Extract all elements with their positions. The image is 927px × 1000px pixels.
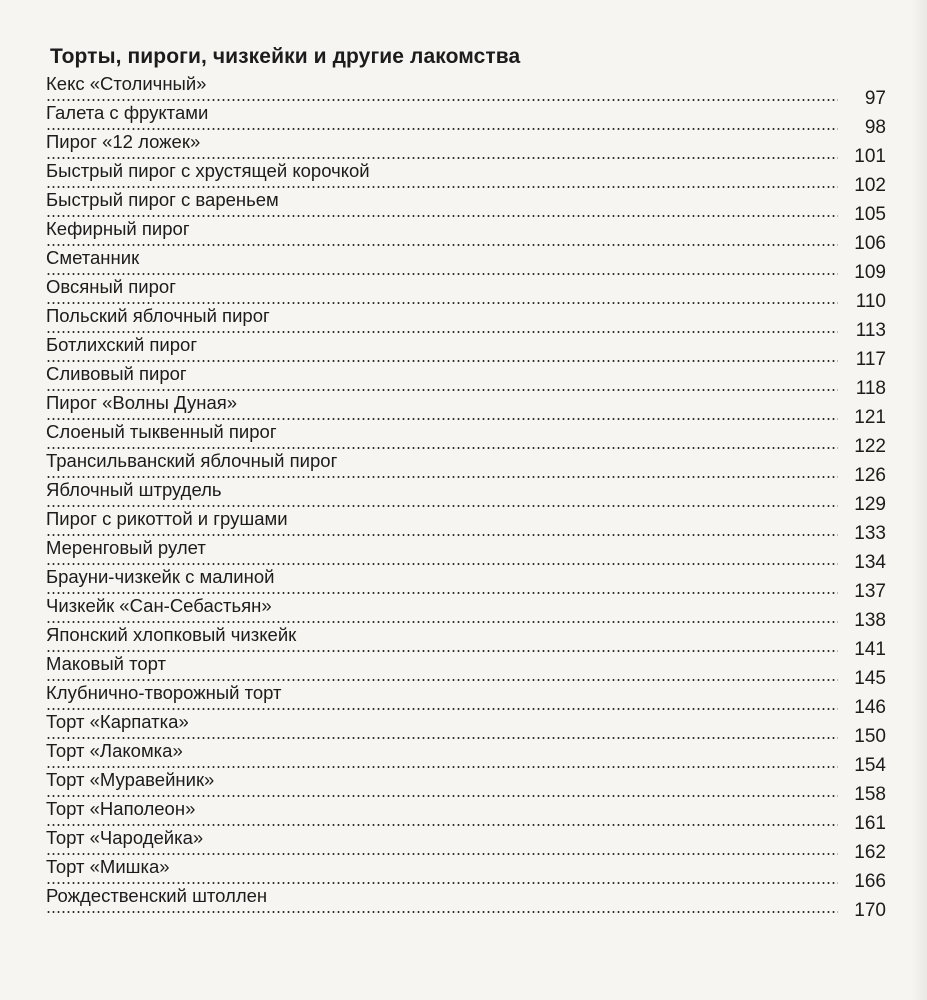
toc-entry	[46, 420, 886, 457]
toc-entry-title: Чизкейк «Сан-Себастьян»	[46, 595, 272, 616]
toc-entry-title: Кефирный пирог	[46, 218, 190, 239]
toc-entry-title: Клубнично-творожный торт	[46, 682, 282, 703]
toc-entry-title: Торт «Мишка»	[46, 856, 170, 877]
table-of-contents	[46, 72, 886, 921]
toc-entry	[46, 72, 886, 109]
toc-entry-title: Торт «Муравейник»	[46, 769, 215, 790]
toc-entry	[46, 768, 886, 805]
toc-entry-page: 158	[854, 784, 886, 805]
page-edge-shadow	[911, 0, 927, 1000]
toc-entry-page: 170	[854, 900, 886, 921]
toc-entry-page: 126	[854, 465, 886, 486]
toc-entry	[46, 333, 886, 370]
toc-entry	[46, 884, 886, 921]
toc-entry-title: Трансильванский яблочный пирог	[46, 450, 338, 471]
toc-entry-title: Торт «Лакомка»	[46, 740, 183, 761]
toc-entry-page: 106	[854, 233, 886, 254]
toc-entry	[46, 681, 886, 718]
toc-entry	[46, 188, 886, 225]
toc-entry	[46, 391, 886, 428]
toc-entry-page: 162	[854, 842, 886, 863]
toc-entry-title: Ботлихский пирог	[46, 334, 198, 355]
toc-entry-title: Сливовый пирог	[46, 363, 187, 384]
toc-entry-page: 141	[854, 639, 886, 660]
toc-entry-page: 101	[854, 146, 886, 167]
toc-entry	[46, 565, 886, 602]
toc-entry-title: Меренговый рулет	[46, 537, 206, 558]
toc-entry	[46, 797, 886, 834]
toc-entry-title: Кекс «Столичный»	[46, 73, 207, 94]
toc-entry-page: 166	[854, 871, 886, 892]
toc-entry-title: Торт «Карпатка»	[46, 711, 189, 732]
toc-entry-page: 118	[855, 378, 886, 399]
toc-entry	[46, 652, 886, 689]
toc-entry-page: 129	[854, 494, 886, 515]
toc-entry-title: Польский яблочный пирог	[46, 305, 270, 326]
toc-entry-page: 121	[854, 407, 886, 428]
toc-entry-page: 146	[854, 697, 886, 718]
section-title: Торты, пироги, чизкейки и другие лакомства	[50, 45, 521, 68]
toc-entry-page: 97	[864, 88, 886, 109]
toc-entry-title: Торт «Наполеон»	[46, 798, 196, 819]
toc-entry	[46, 130, 886, 167]
toc-entry-title: Овсяный пирог	[46, 276, 176, 297]
toc-entry	[46, 304, 886, 341]
toc-entry	[46, 826, 886, 863]
toc-entry-title: Пирог «Волны Дуная»	[46, 392, 238, 413]
toc-entry-page: 102	[854, 175, 886, 196]
toc-entry-page: 110	[855, 291, 886, 312]
toc-entry	[46, 739, 886, 776]
toc-entry-page: 109	[854, 262, 886, 283]
toc-entry-page: 134	[854, 552, 886, 573]
toc-entry-page: 117	[855, 349, 886, 370]
toc-entry-title: Брауни-чизкейк с малиной	[46, 566, 275, 587]
toc-entry-title: Слоеный тыквенный пирог	[46, 421, 277, 442]
toc-entry-page: 105	[854, 204, 886, 225]
toc-entry-page: 137	[854, 581, 886, 602]
toc-entry	[46, 449, 886, 486]
toc-entry	[46, 478, 886, 515]
toc-entry	[46, 275, 886, 312]
toc-entry-title: Торт «Чародейка»	[46, 827, 204, 848]
toc-entry-title: Пирог «12 ложек»	[46, 131, 201, 152]
toc-entry-title: Сметанник	[46, 247, 140, 268]
toc-entry-page: 138	[854, 610, 886, 631]
toc-entry	[46, 246, 886, 283]
toc-entry-page: 150	[854, 726, 886, 747]
toc-entry	[46, 217, 886, 254]
toc-entry	[46, 623, 886, 660]
toc-entry-title: Быстрый пирог с хрустящей корочкой	[46, 160, 370, 181]
toc-entry	[46, 536, 886, 573]
toc-entry	[46, 507, 886, 544]
toc-entry-page: 161	[854, 813, 886, 834]
toc-entry-page: 113	[855, 320, 886, 341]
toc-entry	[46, 855, 886, 892]
toc-entry-title: Пирог с рикоттой и грушами	[46, 508, 288, 529]
toc-entry-page: 122	[854, 436, 886, 457]
toc-entry-page: 98	[864, 117, 886, 138]
toc-entry-page: 145	[854, 668, 886, 689]
toc-entry	[46, 710, 886, 747]
toc-entry-page: 154	[854, 755, 886, 776]
toc-entry-page: 133	[854, 523, 886, 544]
toc-entry-title: Быстрый пирог с вареньем	[46, 189, 279, 210]
dot-leader	[46, 911, 838, 913]
toc-entry-title: Яблочный штрудель	[46, 479, 222, 500]
toc-entry-title: Галета с фруктами	[46, 102, 209, 123]
toc-entry-title: Рождественский штоллен	[46, 885, 268, 906]
toc-entry-title: Японский хлопковый чизкейк	[46, 624, 297, 645]
toc-entry-title: Маковый торт	[46, 653, 167, 674]
toc-entry	[46, 159, 886, 196]
toc-entry	[46, 594, 886, 631]
toc-entry	[46, 101, 886, 138]
toc-entry	[46, 362, 886, 399]
